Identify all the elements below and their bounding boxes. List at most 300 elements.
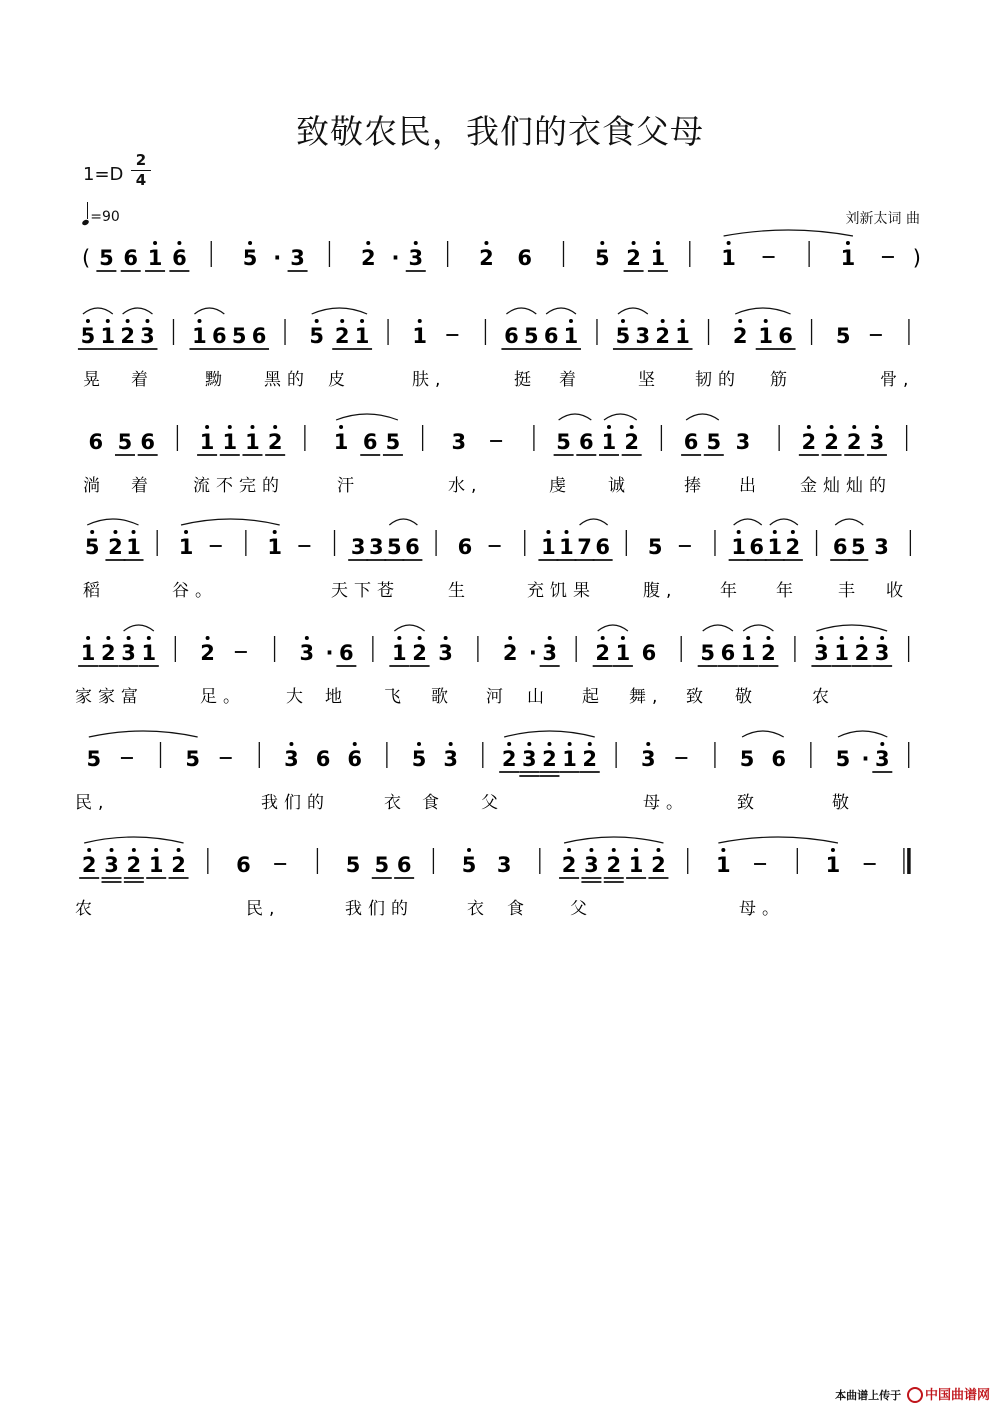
- slur: [734, 519, 762, 525]
- note: 3: [635, 324, 651, 348]
- note: 1: [199, 430, 215, 454]
- high-octave-dot: [340, 319, 344, 323]
- high-octave-dot: [444, 636, 448, 640]
- note: 3: [290, 246, 305, 270]
- slur: [816, 625, 887, 631]
- note: 1: [100, 324, 116, 348]
- note: 1: [825, 853, 841, 877]
- lyric: 天下苍: [331, 581, 400, 601]
- lyric: 坚: [638, 370, 661, 390]
- lyric: 丰: [838, 581, 861, 601]
- note: 2: [542, 747, 557, 771]
- note: 3: [443, 747, 458, 771]
- high-octave-dot: [546, 530, 550, 534]
- note: 1: [392, 641, 407, 665]
- note: 1: [601, 430, 617, 454]
- note: 5: [850, 535, 866, 559]
- note: 5: [345, 853, 361, 877]
- high-octave-dot: [527, 742, 531, 746]
- lyric: 年: [776, 581, 799, 601]
- note: 5: [523, 324, 539, 348]
- high-octave-dot: [467, 848, 471, 852]
- note: 2: [126, 853, 142, 877]
- note: 2: [108, 535, 123, 559]
- high-octave-dot: [764, 319, 768, 323]
- note: 5: [411, 747, 427, 771]
- note: 6: [236, 853, 251, 877]
- lyric: 致: [686, 687, 709, 707]
- note: 1: [354, 324, 370, 348]
- note: 6: [172, 246, 187, 270]
- intro-parenthesis: (: [82, 246, 91, 270]
- note: 6: [315, 747, 331, 771]
- high-octave-dot: [589, 848, 593, 852]
- lyric: 汗: [337, 476, 360, 496]
- note: 1: [731, 535, 746, 559]
- high-octave-dot: [508, 636, 512, 640]
- lyric: 谷。: [172, 581, 218, 601]
- high-octave-dot: [600, 241, 604, 245]
- note: 3: [640, 747, 656, 771]
- lyric: 年: [720, 581, 743, 601]
- lyric: 皮: [328, 370, 351, 390]
- high-octave-dot: [228, 425, 232, 429]
- high-octave-dot: [177, 848, 181, 852]
- note: 3: [451, 430, 467, 454]
- note: 6: [88, 430, 104, 454]
- note: 2: [360, 246, 376, 270]
- note: 6: [832, 535, 848, 559]
- high-octave-dot: [90, 530, 94, 534]
- lyric: 流不完的: [193, 476, 285, 496]
- slur: [743, 625, 773, 631]
- note: 5: [461, 853, 477, 877]
- note: 1: [192, 324, 207, 348]
- lyric: 飞: [384, 687, 407, 707]
- note: 2: [479, 246, 494, 270]
- augmentation-dot: ·: [391, 246, 400, 270]
- slur: [336, 414, 398, 420]
- note: 2: [854, 641, 870, 665]
- high-octave-dot: [414, 241, 418, 245]
- augmentation-dot: ·: [273, 246, 282, 270]
- lyric: 地: [325, 687, 348, 707]
- note: 3: [408, 246, 424, 270]
- note: 5: [647, 535, 663, 559]
- high-octave-dot: [830, 425, 834, 429]
- lyric: 母。: [643, 793, 689, 813]
- note: 2: [501, 747, 517, 771]
- lyric: 歌: [431, 687, 454, 707]
- note: 5: [117, 430, 133, 454]
- high-octave-dot: [87, 848, 91, 852]
- high-octave-dot: [547, 742, 551, 746]
- lyric: 肤,: [412, 370, 447, 390]
- note: 3: [522, 747, 537, 771]
- high-octave-dot: [831, 848, 835, 852]
- lyric: 着: [131, 476, 154, 496]
- note: 5: [706, 430, 722, 454]
- note: 3: [874, 535, 889, 559]
- note: 3: [104, 853, 119, 877]
- augmentation-dot: ·: [528, 641, 537, 665]
- high-octave-dot: [132, 530, 136, 534]
- note: 5: [739, 747, 755, 771]
- lyric: 黝: [205, 370, 228, 390]
- footer-text: 本曲谱上传于: [835, 1389, 902, 1402]
- lyric: 山: [527, 687, 550, 707]
- note: 2: [785, 535, 801, 559]
- lyric: 我们的: [345, 899, 414, 919]
- high-octave-dot: [206, 636, 210, 640]
- lyric: 韧的: [695, 370, 741, 390]
- lyric: 金灿灿的: [800, 476, 892, 496]
- note: 5: [231, 324, 247, 348]
- high-octave-dot: [634, 848, 638, 852]
- note: 1: [412, 324, 428, 348]
- high-octave-dot: [846, 241, 850, 245]
- high-octave-dot: [737, 530, 741, 534]
- high-octave-dot: [569, 319, 573, 323]
- note: 1: [541, 535, 556, 559]
- note: 1: [141, 641, 157, 665]
- note: 1: [840, 246, 856, 270]
- slur: [559, 414, 592, 420]
- augmentation-dot: ·: [325, 641, 334, 665]
- high-octave-dot: [738, 319, 742, 323]
- lyric: 敬: [735, 687, 758, 707]
- note: 6: [778, 324, 793, 348]
- note: 2: [595, 641, 610, 665]
- note: 1: [126, 535, 141, 559]
- note: 1: [675, 324, 690, 348]
- note: 6: [339, 641, 354, 665]
- lyric: 衣: [384, 793, 407, 813]
- lyric: 家家富: [75, 687, 144, 707]
- note: 7: [577, 535, 592, 559]
- note: 1: [650, 246, 666, 270]
- note: 5: [385, 430, 401, 454]
- time-signature-numerator: 2: [135, 151, 147, 169]
- note: 3: [874, 641, 890, 665]
- note: 5: [86, 747, 102, 771]
- high-octave-dot: [205, 425, 209, 429]
- slur: [686, 414, 719, 420]
- note: 2: [582, 747, 598, 771]
- lyric: 诚: [608, 476, 631, 496]
- slur: [312, 308, 367, 314]
- note: 3: [875, 747, 890, 771]
- lyric: 民,: [75, 793, 110, 813]
- high-octave-dot: [880, 742, 884, 746]
- lyric: 晃: [83, 370, 106, 390]
- high-octave-dot: [197, 319, 201, 323]
- note: 2: [846, 430, 862, 454]
- note: 5: [700, 641, 716, 665]
- slur: [506, 308, 536, 314]
- high-octave-dot: [110, 848, 114, 852]
- lyric: 河: [486, 687, 509, 707]
- note: 1: [333, 430, 349, 454]
- high-octave-dot: [184, 530, 188, 534]
- note: 3: [140, 324, 155, 348]
- note: 3: [542, 641, 557, 665]
- high-octave-dot: [612, 848, 616, 852]
- slur: [84, 837, 183, 843]
- high-octave-dot: [147, 636, 151, 640]
- note: 5: [84, 535, 100, 559]
- note: 3: [814, 641, 829, 665]
- footer-site-name: 中国曲谱网: [924, 1388, 990, 1403]
- lyric: 稻: [83, 581, 106, 601]
- high-octave-dot: [153, 241, 157, 245]
- footer: [835, 1384, 990, 1405]
- note: 5: [835, 747, 851, 771]
- note: 6: [140, 430, 155, 454]
- slur: [618, 308, 648, 314]
- note: 2: [101, 641, 116, 665]
- slur: [580, 519, 608, 525]
- slur: [838, 731, 887, 737]
- note: 5: [309, 324, 325, 348]
- high-octave-dot: [132, 848, 136, 852]
- lyric: 农: [75, 899, 98, 919]
- composer-credit: 刘新太词 曲: [845, 211, 920, 227]
- high-octave-dot: [126, 319, 130, 323]
- note: 2: [81, 853, 97, 877]
- intro-parenthesis: ): [912, 246, 921, 270]
- note: 1: [716, 853, 731, 877]
- slur: [724, 230, 853, 236]
- note: 2: [624, 430, 639, 454]
- note: 5: [185, 747, 200, 771]
- note: 2: [761, 641, 776, 665]
- high-octave-dot: [840, 636, 844, 640]
- note: 1: [615, 641, 631, 665]
- key-signature: 1=D: [83, 164, 124, 185]
- slur: [87, 519, 138, 525]
- note: 1: [148, 853, 164, 877]
- slur: [718, 837, 838, 843]
- lyric: 母。: [739, 899, 785, 919]
- high-octave-dot: [106, 636, 110, 640]
- note: 1: [80, 641, 96, 665]
- site-logo-icon: [907, 1387, 923, 1403]
- note: 3: [869, 430, 885, 454]
- slur: [123, 308, 153, 314]
- lyric: 食: [422, 793, 445, 813]
- high-octave-dot: [681, 319, 685, 323]
- note: 5: [80, 324, 96, 348]
- high-octave-dot: [548, 636, 552, 640]
- note: 1: [559, 535, 574, 559]
- note: 6: [543, 324, 559, 348]
- note: 1: [758, 324, 774, 348]
- note: 3: [496, 853, 512, 877]
- high-octave-dot: [630, 425, 634, 429]
- note: 6: [749, 535, 765, 559]
- note: 1: [178, 535, 194, 559]
- high-octave-dot: [484, 241, 488, 245]
- lyric: 我们的: [261, 793, 330, 813]
- note: 2: [655, 324, 670, 348]
- note: 1: [147, 246, 163, 270]
- lyric: 腹,: [643, 581, 678, 601]
- high-octave-dot: [366, 241, 370, 245]
- slur: [194, 308, 224, 314]
- note: 2: [651, 853, 666, 877]
- note: 2: [171, 853, 186, 877]
- slur: [770, 519, 798, 525]
- note: 5: [99, 246, 114, 270]
- high-octave-dot: [880, 636, 884, 640]
- slur: [89, 731, 198, 737]
- lyric: 黑的: [264, 370, 310, 390]
- high-octave-dot: [661, 319, 665, 323]
- note: 1: [563, 324, 579, 348]
- lyric: 水,: [448, 476, 483, 496]
- high-octave-dot: [449, 742, 453, 746]
- high-octave-dot: [860, 636, 864, 640]
- note: 1: [222, 430, 238, 454]
- note: 2: [267, 430, 283, 454]
- note: 3: [350, 535, 366, 559]
- note: 3: [368, 535, 384, 559]
- high-octave-dot: [86, 636, 90, 640]
- lyric: 虔: [549, 476, 572, 496]
- note: 6: [251, 324, 267, 348]
- note: 3: [584, 853, 599, 877]
- high-octave-dot: [807, 425, 811, 429]
- augmentation-dot: ·: [861, 747, 870, 771]
- high-octave-dot: [154, 848, 158, 852]
- high-octave-dot: [360, 319, 364, 323]
- lyric: 民,: [246, 899, 281, 919]
- lyric: 着: [559, 370, 582, 390]
- high-octave-dot: [791, 530, 795, 534]
- note: 2: [801, 430, 817, 454]
- note: 1: [628, 853, 644, 877]
- note: 3: [438, 641, 453, 665]
- lyric: 挺: [514, 370, 537, 390]
- slur: [735, 308, 790, 314]
- note: 5: [387, 535, 402, 559]
- slur: [835, 519, 863, 525]
- note: 2: [120, 324, 135, 348]
- note: 5: [242, 246, 258, 270]
- high-octave-dot: [601, 636, 605, 640]
- slur: [604, 414, 637, 420]
- lyric: 农: [812, 687, 835, 707]
- high-octave-dot: [145, 319, 149, 323]
- lyric: 衣: [467, 899, 490, 919]
- high-octave-dot: [607, 425, 611, 429]
- high-octave-dot: [564, 530, 568, 534]
- slur: [546, 308, 576, 314]
- lyric: 淌: [83, 476, 106, 496]
- lyric: 出: [739, 476, 762, 496]
- note: 1: [740, 641, 756, 665]
- high-octave-dot: [353, 742, 357, 746]
- lyric: 大: [286, 687, 309, 707]
- lyric: 捧: [684, 476, 707, 496]
- note: 6: [517, 246, 532, 270]
- high-octave-dot: [588, 742, 592, 746]
- high-octave-dot: [113, 530, 117, 534]
- note: 6: [595, 535, 610, 559]
- note: 1: [767, 535, 783, 559]
- lyric: 起: [582, 687, 605, 707]
- high-octave-dot: [273, 425, 277, 429]
- high-octave-dot: [875, 425, 879, 429]
- high-octave-dot: [418, 319, 422, 323]
- high-octave-dot: [417, 742, 421, 746]
- note: 5: [556, 430, 571, 454]
- lyric: 食: [507, 899, 530, 919]
- slur: [389, 519, 417, 525]
- high-octave-dot: [250, 425, 254, 429]
- note: 6: [771, 747, 787, 771]
- note: 1: [834, 641, 849, 665]
- note: 6: [212, 324, 227, 348]
- high-octave-dot: [568, 742, 572, 746]
- lyric: 收: [886, 581, 909, 601]
- note: 1: [721, 246, 736, 270]
- high-octave-dot: [418, 636, 422, 640]
- note: 2: [824, 430, 839, 454]
- high-octave-dot: [621, 319, 625, 323]
- lyric: 充饥果: [527, 581, 596, 601]
- slur: [564, 837, 663, 843]
- high-octave-dot: [507, 742, 511, 746]
- high-octave-dot: [397, 636, 401, 640]
- note: 5: [615, 324, 631, 348]
- high-octave-dot: [727, 241, 731, 245]
- high-octave-dot: [273, 530, 277, 534]
- note: 1: [562, 747, 577, 771]
- high-octave-dot: [305, 636, 309, 640]
- note: 2: [732, 324, 748, 348]
- high-octave-dot: [339, 425, 343, 429]
- high-octave-dot: [656, 848, 660, 852]
- high-octave-dot: [315, 319, 319, 323]
- note: 1: [245, 430, 260, 454]
- high-octave-dot: [646, 742, 650, 746]
- note: 2: [412, 641, 427, 665]
- note: 6: [578, 430, 594, 454]
- slur: [83, 308, 113, 314]
- note: 5: [835, 324, 851, 348]
- note: 6: [362, 430, 378, 454]
- note: 3: [735, 430, 751, 454]
- high-octave-dot: [819, 636, 823, 640]
- note: 6: [683, 430, 699, 454]
- slur: [124, 625, 154, 631]
- lyric: 敬: [832, 793, 855, 813]
- high-octave-dot: [86, 319, 90, 323]
- slur: [742, 731, 784, 737]
- time-signature-denominator: 4: [135, 171, 147, 189]
- high-octave-dot: [567, 848, 571, 852]
- lyric: 父: [481, 793, 504, 813]
- slur: [504, 731, 595, 737]
- lyric: 父: [570, 899, 593, 919]
- note: 6: [457, 535, 473, 559]
- score-title: 致敬农民，我们的衣食父母: [296, 112, 704, 151]
- slur: [703, 625, 733, 631]
- note: 2: [334, 324, 350, 348]
- slur: [181, 519, 280, 525]
